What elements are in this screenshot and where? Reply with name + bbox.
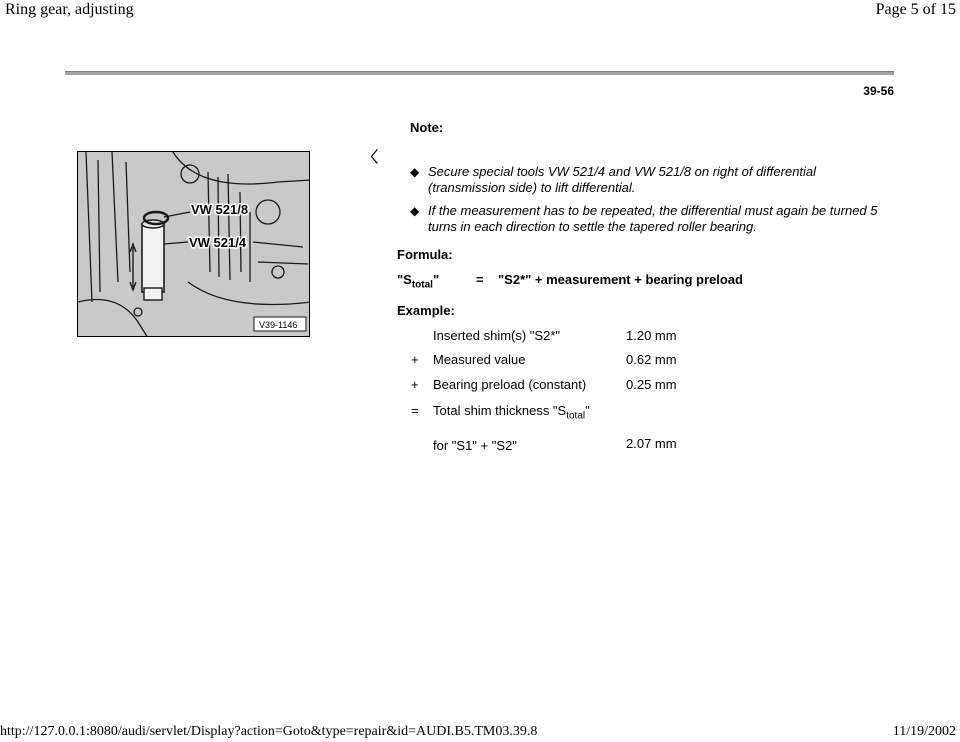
footer-date: 11/19/2002 bbox=[892, 724, 956, 739]
example-description bbox=[433, 403, 590, 422]
example-operator: + bbox=[411, 377, 419, 392]
formula-row bbox=[397, 272, 743, 291]
total-desc-open: Total shim thickness "S bbox=[433, 403, 567, 418]
bullet-item bbox=[410, 164, 890, 196]
note-label: Note: bbox=[410, 120, 444, 135]
example-value: 0.25 mm bbox=[626, 377, 677, 392]
example-label: Example: bbox=[397, 303, 455, 318]
transmission-illustration bbox=[78, 152, 310, 337]
figure-label-vw-521-8: VW 521/8 bbox=[191, 202, 249, 217]
page-number: 39-56 bbox=[863, 84, 894, 98]
formula-lhs-open: "S bbox=[397, 272, 412, 287]
example-description: for "S1" + "S2" bbox=[433, 438, 517, 453]
previous-arrow-icon[interactable]: 〈 bbox=[363, 149, 379, 166]
total-desc-close: " bbox=[585, 403, 590, 418]
example-value: 2.07 mm bbox=[626, 436, 677, 451]
example-operator: = bbox=[411, 403, 419, 418]
bullet-text: Secure special tools VW 521/4 and VW 521/8 on right of differential (transmission side) to lift differential. bbox=[428, 164, 817, 195]
total-desc-sub: total bbox=[566, 410, 586, 422]
formula-rhs: "S2*" + measurement + bearing preload bbox=[498, 272, 743, 287]
figure-label-vw-521-4: VW 521/4 bbox=[189, 235, 247, 250]
formula-equals: = bbox=[476, 272, 484, 287]
diamond-bullet-icon: ◆ bbox=[410, 204, 420, 218]
footer-url-link[interactable]: http://127.0.0.1:8080/audi/servlet/Display?action=Goto&type=repair&id=AUDI.B5.TM03.39.8 bbox=[0, 724, 538, 739]
diamond-bullet-icon: ◆ bbox=[410, 165, 420, 179]
figure-illustration bbox=[77, 151, 310, 337]
page-indicator: Page 5 of 15 bbox=[875, 1, 956, 18]
formula-lhs-sub: total bbox=[411, 279, 433, 291]
example-value: 0.62 mm bbox=[626, 352, 677, 367]
formula-lhs-close: " bbox=[432, 272, 440, 287]
document-title: Ring gear, adjusting bbox=[5, 1, 134, 18]
formula-label: Formula: bbox=[397, 247, 453, 262]
example-description: Inserted shim(s) "S2*" bbox=[433, 328, 560, 343]
bullet-item bbox=[410, 203, 890, 235]
formula-lhs bbox=[397, 272, 440, 291]
header-rule bbox=[65, 71, 894, 75]
example-description: Bearing preload (constant) bbox=[433, 377, 587, 392]
example-operator: + bbox=[411, 352, 419, 367]
bullet-text: If the measurement has to be repeated, the differential must again be turned 5 turns in each direction to settle the tapered roller bearing. bbox=[428, 203, 878, 234]
example-description: Measured value bbox=[433, 352, 526, 367]
example-value: 1.20 mm bbox=[626, 328, 677, 343]
figure-code: V39-1146 bbox=[259, 320, 298, 330]
